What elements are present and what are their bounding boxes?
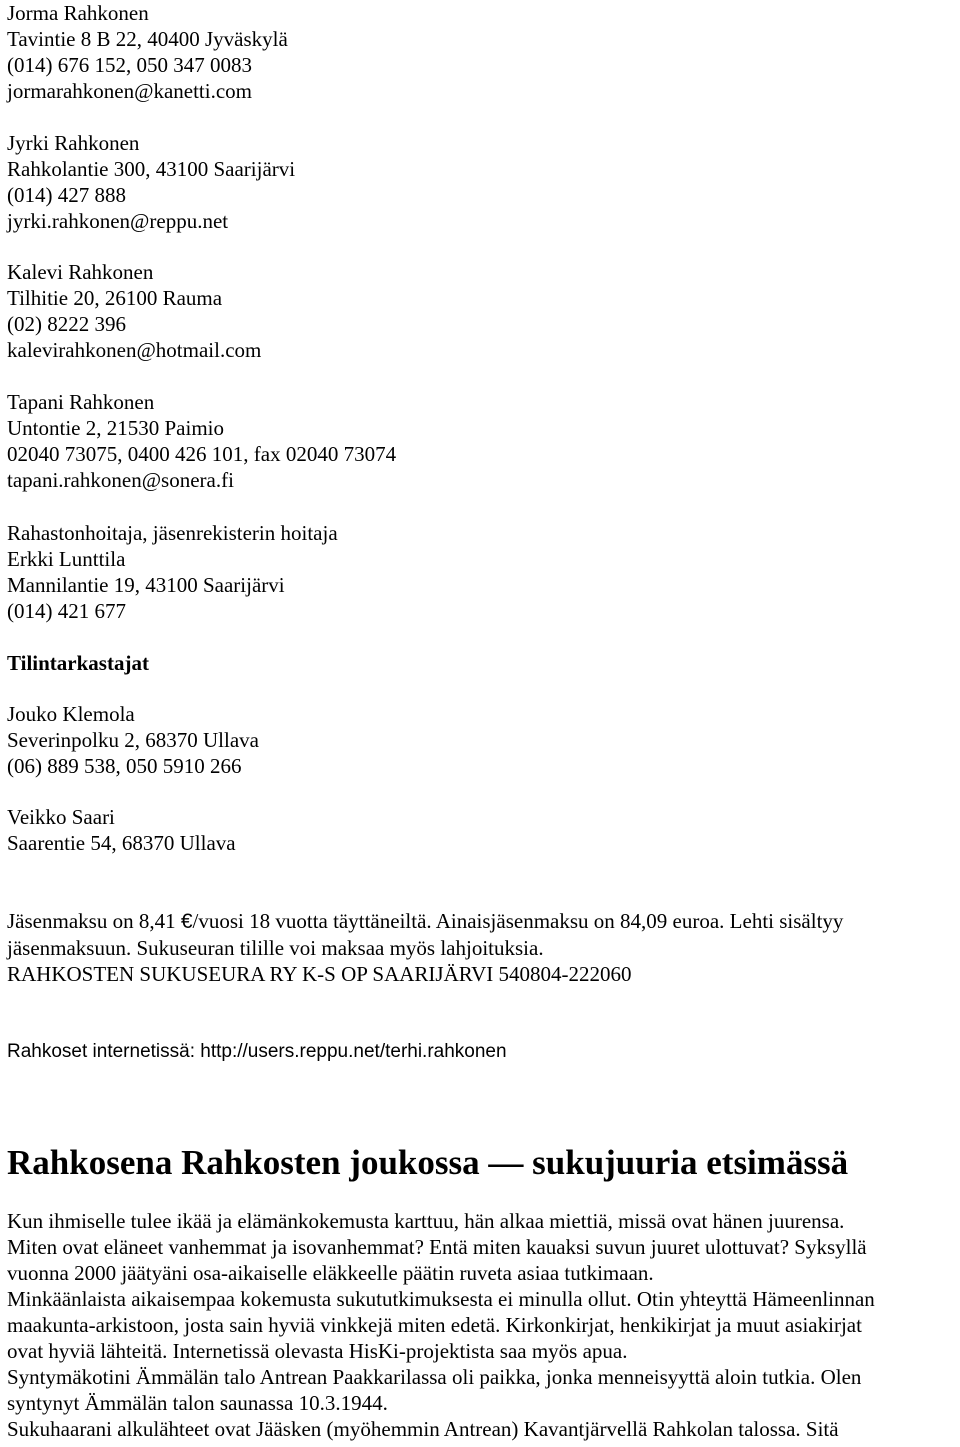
article-line: Miten ovat eläneet vanhemmat ja isovanhemmat? Entä miten kauaksi suvun juuret ulottuvat? Syksyllä [7,1235,867,1259]
contact-address: Rahkolantie 300, 43100 Saarijärvi [7,157,296,181]
contact-jorma [7,0,288,104]
contact-email: jyrki.rahkonen@reppu.net [7,209,229,233]
membership-text-end: /vuosi 18 vuotta täyttäneiltä. Ainaisjäsenmaksu on 84,09 euroa. Lehti sisältyy jäsenmaksuun. Sukuseuran tilille voi maksaa myös lahjoituksia. [7,909,844,960]
auditor-name: Jouko Klemola [7,702,135,726]
membership-text-start: Jäsenmaksu on 8,41 [7,909,181,933]
treasurer-phone: (014) 421 677 [7,599,126,623]
contact-kalevi [7,259,261,363]
contact-email: jormarahkonen@kanetti.com [7,79,253,103]
membership-fee-text [7,908,957,961]
contact-phone: (014) 676 152, 050 347 0083 [7,53,252,77]
auditor-jouko [7,701,259,779]
auditor-address: Severinpolku 2, 68370 Ullava [7,728,259,752]
membership-block [7,908,957,987]
contact-name: Jorma Rahkonen [7,1,149,25]
auditor-veikko [7,804,236,856]
treasurer-block [7,520,338,624]
article-title: Rahkosena Rahkosten joukossa — sukujuuria etsimässä [7,1143,849,1182]
euro-symbol: € [180,910,193,933]
contact-email: kalevirahkonen@hotmail.com [7,338,262,362]
article-line: Sukuhaarani alkulähteet ovat Jääsken (myöhemmin Antrean) Kavantjärvellä Rahkolan talossa. Sitä [7,1417,839,1441]
article-line: vuonna 2000 jäätyäni osa-aikaiselle eläkkeelle päätin ruveta asiaa tutkimaan. [7,1261,654,1285]
article-line: ovat hyviä lähteitä. Internetissä olevasta HisKi-projektista saa myös apua. [7,1339,628,1363]
contact-address: Tavintie 8 B 22, 40400 Jyväskylä [7,27,288,51]
contact-jyrki [7,130,295,234]
contact-address: Untontie 2, 21530 Paimio [7,416,224,440]
article-line: maakunta-arkistoon, josta sain hyviä vinkkejä miten edetä. Kirkonkirjat, henkikirjat ja muut asiakirjat [7,1313,862,1337]
article-line: Kun ihmiselle tulee ikää ja elämänkokemusta karttuu, hän alkaa miettiä, missä ovat hänen juurensa. [7,1209,845,1233]
contact-tapani [7,389,396,493]
contact-phone: (014) 427 888 [7,183,126,207]
auditor-address: Saarentie 54, 68370 Ullava [7,831,236,855]
treasurer-name: Erkki Lunttila [7,547,126,571]
auditors-heading: Tilintarkastajat [7,651,149,675]
contact-name: Jyrki Rahkonen [7,131,140,155]
contact-address: Tilhitie 20, 26100 Rauma [7,286,223,310]
article-body [7,1208,875,1442]
auditor-name: Veikko Saari [7,805,115,829]
article-line: syntynyt Ämmälän talon saunassa 10.3.1944. [7,1391,388,1415]
contact-email: tapani.rahkonen@sonera.fi [7,468,234,492]
contact-name: Kalevi Rahkonen [7,260,154,284]
auditor-phone: (06) 889 538, 050 5910 266 [7,754,242,778]
treasurer-role: Rahastonhoitaja, jäsenrekisterin hoitaja [7,521,338,545]
contact-phone: 02040 73075, 0400 426 101, fax 02040 73074 [7,442,397,466]
bank-account: RAHKOSTEN SUKUSEURA RY K-S OP SAARIJÄRVI 540804-222060 [7,962,632,986]
contact-name: Tapani Rahkonen [7,390,155,414]
treasurer-address: Mannilantie 19, 43100 Saarijärvi [7,573,285,597]
contact-phone: (02) 8222 396 [7,312,126,336]
article-line: Syntymäkotini Ämmälän talo Antrean Paakkarilassa oli paikka, jonka menneisyyttä aloin tutkia. Olen [7,1365,862,1389]
article-line: Minkäänlaista aikaisempaa kokemusta sukututkimuksesta ei minulla ollut. Otin yhteyttä Hämeenlinnan [7,1287,875,1311]
internet-link-line: Rahkoset internetissä: http://users.reppu.net/terhi.rahkonen [7,1041,507,1062]
